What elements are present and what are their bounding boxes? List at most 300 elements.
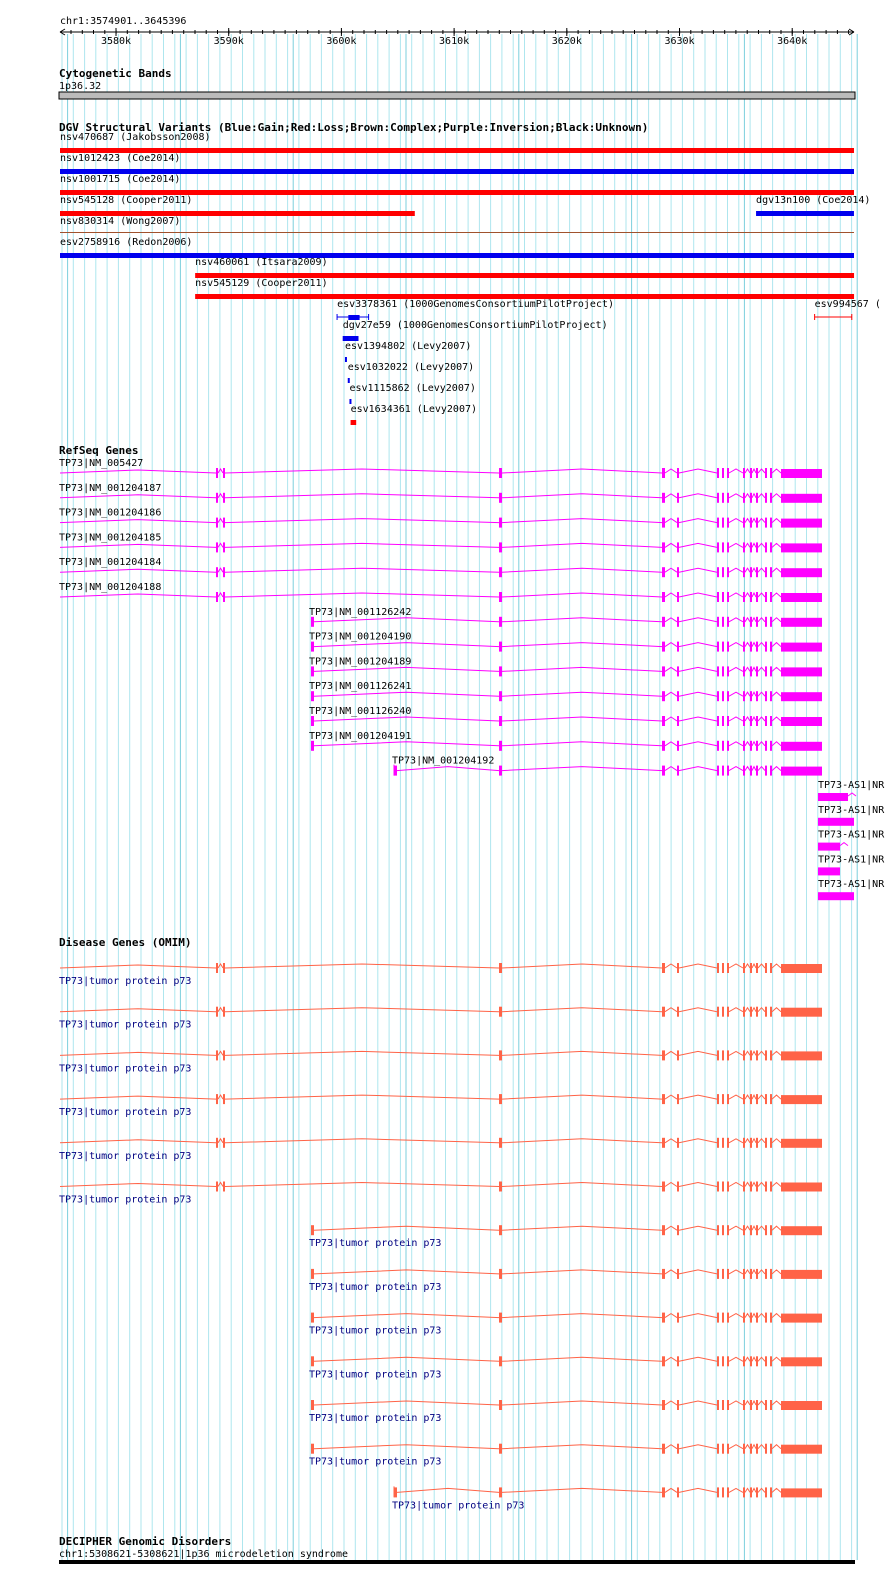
gene-exon [499, 592, 502, 602]
gene-exon [717, 518, 719, 528]
gene-label: TP73|NM_001204189 [309, 656, 412, 668]
gene-exon [662, 1138, 665, 1148]
gene-exon [781, 1226, 822, 1235]
gene-exon [499, 468, 502, 478]
gene-exon [750, 592, 752, 602]
gene-exon [756, 741, 758, 751]
gene-model[interactable] [59, 483, 822, 503]
gene-exon [722, 642, 724, 652]
gene-exon [311, 1225, 314, 1235]
gene-exon [677, 691, 679, 701]
gene-exon [770, 617, 772, 627]
gene-exon [770, 642, 772, 652]
gene-exon [770, 1269, 772, 1279]
gene-exon [717, 592, 719, 602]
gene-exon [781, 1401, 822, 1410]
gene-exon [781, 1314, 822, 1323]
dgv-variant[interactable] [756, 195, 870, 216]
gene-exon [216, 1050, 218, 1060]
gene-exon [756, 1356, 758, 1366]
dgv-variant-label: esv3378361 (1000GenomesConsortiumPilotProject) [337, 299, 615, 310]
gene-exon [722, 567, 724, 577]
gene-exon [216, 542, 218, 552]
gene-model[interactable] [59, 1050, 822, 1074]
gene-exon [223, 468, 225, 478]
gene-exon [781, 767, 822, 776]
gene-exon [499, 1444, 502, 1454]
gene-label: TP73|NM_001204185 [59, 532, 162, 544]
gene-label: TP73|tumor protein p73 [309, 1238, 442, 1250]
gene-exon [499, 1356, 502, 1366]
gene-exon [311, 617, 314, 627]
gene-exon [756, 1313, 758, 1323]
dgv-features [60, 132, 881, 425]
gene-exon [750, 542, 752, 552]
gene-exon [717, 766, 719, 776]
gene-exon [743, 766, 745, 776]
gene-exon [756, 963, 758, 973]
gene-exon [770, 963, 772, 973]
gene-exon [781, 618, 822, 627]
gene-label: TP73|NM_001204190 [309, 631, 412, 643]
gene-exon [765, 741, 767, 751]
antisense-transcript[interactable] [818, 879, 885, 900]
gene-label: TP73|tumor protein p73 [59, 1019, 192, 1031]
gene-model[interactable] [309, 1313, 822, 1337]
gene-exon [743, 1487, 745, 1497]
gene-exon [727, 1400, 729, 1410]
gene-exon [223, 567, 225, 577]
gene-exon [770, 592, 772, 602]
dgv-variant-label: nsv545128 (Cooper2011) [60, 195, 193, 206]
gene-exon [765, 518, 767, 528]
gene-exon [662, 1487, 665, 1497]
ruler-tick-label: 3630k [664, 36, 695, 47]
dgv-variant[interactable] [337, 299, 614, 320]
gene-exon [662, 617, 665, 627]
dgv-track [59, 121, 881, 425]
gene-exon [223, 493, 225, 503]
gene-model[interactable] [59, 1007, 822, 1031]
gene-exon [722, 468, 724, 478]
gene-exon [743, 1444, 745, 1454]
gene-label: TP73|tumor protein p73 [59, 1063, 192, 1075]
gene-exon [717, 691, 719, 701]
gene-model[interactable] [59, 557, 822, 577]
gene-exon [216, 1138, 218, 1148]
gene-exon [216, 493, 218, 503]
gene-exon [743, 592, 745, 602]
gene-exon [717, 1050, 719, 1060]
gene-exon [770, 1225, 772, 1235]
omim-title: Disease Genes (OMIM) [59, 936, 192, 949]
gene-model[interactable] [309, 1444, 822, 1468]
gene-exon [756, 493, 758, 503]
gene-exon [727, 963, 729, 973]
gene-model[interactable] [309, 1400, 822, 1424]
gene-intron [60, 1051, 781, 1055]
gene-exon [662, 963, 665, 973]
ruler-range-label: chr1:3574901..3645396 [60, 16, 187, 27]
gene-exon [499, 741, 502, 751]
gene-label: TP73|tumor protein p73 [309, 1456, 442, 1468]
gene-exon [781, 1139, 822, 1148]
gene-exon [756, 1269, 758, 1279]
gene-exon [727, 741, 729, 751]
gene-exon [750, 766, 752, 776]
gene-model[interactable] [309, 632, 822, 652]
gene-exon [781, 543, 822, 552]
gene-exon [662, 1050, 665, 1060]
gene-exon [750, 567, 752, 577]
gene-exon [677, 741, 679, 751]
gene-exon [743, 1225, 745, 1235]
gene-exon [499, 1400, 502, 1410]
dgv-variant[interactable] [60, 195, 415, 216]
gene-exon [722, 1050, 724, 1060]
gene-exon [722, 963, 724, 973]
gene-exon [770, 1138, 772, 1148]
gene-exon [770, 716, 772, 726]
gene-exon [781, 593, 822, 602]
gene-exon [499, 1487, 502, 1497]
gene-exon [662, 716, 665, 726]
gene-model[interactable] [309, 1269, 822, 1293]
gene-exon [756, 642, 758, 652]
gene-exon [743, 1356, 745, 1366]
gene-exon [311, 1400, 314, 1410]
gene-exon [499, 642, 502, 652]
gene-exon [765, 666, 767, 676]
gene-exon [722, 592, 724, 602]
gene-label: TP73|NM_001204184 [59, 557, 162, 569]
gene-exon [717, 1182, 719, 1192]
gene-exon [662, 1269, 665, 1279]
gene-exon [756, 1050, 758, 1060]
gene-exon [677, 642, 679, 652]
gene-exon [717, 963, 719, 973]
gene-exon [781, 1183, 822, 1192]
gene-exon [727, 542, 729, 552]
gene-model[interactable] [309, 731, 822, 751]
gene-exon [223, 592, 225, 602]
decipher-entry-label: chr1:5308621-5308621|1p36 microdeletion syndrome [59, 1549, 348, 1560]
gene-exon [727, 691, 729, 701]
gene-exon [727, 1225, 729, 1235]
gene-exon [662, 592, 665, 602]
gene-exon [743, 1007, 745, 1017]
gene-label: TP73|tumor protein p73 [309, 1413, 442, 1424]
gene-exon [677, 1138, 679, 1148]
gene-intron [60, 1139, 781, 1143]
gene-exon [781, 964, 822, 973]
gene-label: TP73|NM_001204192 [392, 755, 495, 767]
gene-model[interactable] [309, 1356, 822, 1380]
gene-exon [499, 1138, 502, 1148]
dgv-variant-label: esv994567 ( [814, 299, 881, 310]
gene-exon [743, 963, 745, 973]
gene-exon [756, 542, 758, 552]
gene-exon [722, 1400, 724, 1410]
gene-exon [677, 1225, 679, 1235]
gene-exon [717, 1225, 719, 1235]
gene-model[interactable] [309, 706, 822, 726]
gene-exon [717, 567, 719, 577]
gene-exon [677, 1487, 679, 1497]
gene-exon [717, 1400, 719, 1410]
gene-exon [499, 542, 502, 552]
gene-exon [727, 642, 729, 652]
decipher-bar[interactable] [59, 1560, 855, 1564]
gene-exon [750, 1444, 752, 1454]
gene-label: TP73|NM_001126242 [309, 606, 412, 618]
gene-exon [311, 666, 314, 676]
gene-exon [756, 518, 758, 528]
gene-exon [770, 1400, 772, 1410]
gene-exon [717, 642, 719, 652]
gene-exon [781, 1488, 822, 1497]
gene-exon [756, 592, 758, 602]
gene-exon [677, 1182, 679, 1192]
gene-exon [756, 1444, 758, 1454]
gene-exon [743, 1050, 745, 1060]
gene-exon [677, 542, 679, 552]
gene-model[interactable] [59, 582, 822, 602]
gene-exon [216, 1182, 218, 1192]
gene-exon [750, 1356, 752, 1366]
gene-exon [781, 1051, 822, 1060]
ruler-tick-label: 3590k [213, 36, 244, 47]
gene-exon [756, 716, 758, 726]
gene-exon [223, 963, 225, 973]
gene-exon [781, 1357, 822, 1366]
gene-exon [662, 1094, 665, 1104]
gene-exon [750, 642, 752, 652]
gene-exon [662, 741, 665, 751]
gene-exon [765, 716, 767, 726]
gene-exon [765, 963, 767, 973]
gene-exon [727, 617, 729, 627]
gene-exon [727, 1444, 729, 1454]
dgv-variant[interactable] [343, 320, 608, 341]
gene-exon [677, 666, 679, 676]
gene-exon [722, 1007, 724, 1017]
gene-model[interactable] [309, 1225, 822, 1249]
decipher-title: DECIPHER Genomic Disorders [59, 1535, 232, 1548]
dgv-variant[interactable] [351, 404, 477, 425]
dgv-variant[interactable] [815, 299, 881, 320]
gene-exon [743, 542, 745, 552]
gene-exon [765, 1487, 767, 1497]
gene-exon [722, 1487, 724, 1497]
gene-exon [765, 1313, 767, 1323]
gene-exon [750, 1138, 752, 1148]
background-grid [62, 34, 857, 1560]
ruler-tick-label: 3640k [777, 36, 808, 47]
gene-model[interactable] [309, 681, 822, 701]
gene-exon [677, 1400, 679, 1410]
gene-exon [765, 766, 767, 776]
gene-exon [743, 1182, 745, 1192]
gene-exon [662, 766, 665, 776]
gene-exon [311, 1356, 314, 1366]
gene-exon [750, 716, 752, 726]
dgv-variant-label: esv2758916 (Redon2006) [60, 237, 193, 248]
gene-exon [770, 1487, 772, 1497]
gene-exon [756, 1007, 758, 1017]
gene-exon [311, 1269, 314, 1279]
gene-exon [756, 1094, 758, 1104]
gene-exon [818, 818, 854, 826]
gene-exon [311, 1444, 314, 1454]
gene-exon [770, 468, 772, 478]
gene-exon [662, 518, 665, 528]
ruler-tick-label: 3580k [100, 36, 132, 47]
gene-exon [781, 742, 822, 751]
gene-exon [765, 1094, 767, 1104]
gene-model[interactable] [59, 1138, 822, 1162]
gene-exon [743, 642, 745, 652]
gene-exon [727, 1094, 729, 1104]
gene-exon [717, 617, 719, 627]
gene-exon [750, 666, 752, 676]
gene-exon [750, 1007, 752, 1017]
gene-exon [818, 843, 840, 851]
gene-exon [499, 493, 502, 503]
gene-exon [662, 493, 665, 503]
gene-model[interactable] [59, 1182, 822, 1206]
dgv-variant-bar [60, 232, 854, 233]
gene-model[interactable] [309, 656, 822, 676]
gene-label: TP73-AS1|NR [818, 829, 885, 841]
gene-exon [770, 1182, 772, 1192]
dgv-variant-label: dgv27e59 (1000GenomesConsortiumPilotProject) [342, 320, 608, 331]
gene-exon [727, 518, 729, 528]
gene-exon [765, 1400, 767, 1410]
gene-exon [677, 1007, 679, 1017]
gene-exon [662, 567, 665, 577]
gene-exon [223, 518, 225, 528]
gene-label: TP73|tumor protein p73 [309, 1325, 442, 1337]
gene-exon [662, 691, 665, 701]
gene-intron [60, 469, 781, 473]
gene-exon [499, 691, 502, 701]
gene-exon [750, 1487, 752, 1497]
gene-exon [677, 468, 679, 478]
gene-exon [499, 1182, 502, 1192]
gene-intron [60, 1095, 781, 1099]
gene-exon [743, 716, 745, 726]
gene-exon [499, 617, 502, 627]
gene-exon [727, 1182, 729, 1192]
gene-exon [765, 592, 767, 602]
dgv-variant-bar [756, 211, 854, 216]
gene-exon [781, 1270, 822, 1279]
ruler-tick-label: 3620k [551, 36, 582, 47]
gene-intron [840, 843, 848, 846]
gene-exon [765, 1225, 767, 1235]
gene-label: TP73|tumor protein p73 [309, 1369, 442, 1381]
gene-exon [717, 493, 719, 503]
gene-exon [717, 741, 719, 751]
dgv-variant-label: esv1115862 (Levy2007) [349, 383, 476, 394]
gene-exon [722, 741, 724, 751]
gene-exon [743, 1138, 745, 1148]
gene-exon [743, 1313, 745, 1323]
gene-exon [223, 1050, 225, 1060]
dgv-variant-label: nsv460061 (Itsara2009) [195, 257, 328, 268]
gene-model[interactable] [59, 1094, 822, 1118]
gene-exon [727, 567, 729, 577]
gene-exon [770, 542, 772, 552]
gene-exon [717, 1356, 719, 1366]
gene-exon [727, 493, 729, 503]
gene-exon [750, 1269, 752, 1279]
gene-exon [743, 1400, 745, 1410]
gene-model[interactable] [59, 508, 822, 528]
antisense-transcript[interactable] [818, 805, 885, 826]
dgv-variant[interactable] [345, 341, 471, 362]
gene-exon [223, 1007, 225, 1017]
gene-label: TP73|tumor protein p73 [59, 1107, 192, 1119]
ruler-ticks [71, 28, 849, 47]
gene-exon [722, 691, 724, 701]
gene-exon [311, 1313, 314, 1323]
gene-exon [770, 666, 772, 676]
gene-exon [722, 1356, 724, 1366]
gene-exon [727, 1050, 729, 1060]
gene-exon [717, 1487, 719, 1497]
gene-exon [770, 518, 772, 528]
gene-exon [781, 469, 822, 478]
dgv-variant-bar [351, 420, 357, 425]
gene-exon [677, 766, 679, 776]
gene-exon [756, 1400, 758, 1410]
gene-exon [677, 493, 679, 503]
gene-exon [750, 1313, 752, 1323]
gene-exon [717, 468, 719, 478]
gene-exon [677, 1444, 679, 1454]
cytoband-bar[interactable] [59, 92, 855, 99]
gene-exon [311, 691, 314, 701]
gene-exon [216, 518, 218, 528]
gene-exon [750, 963, 752, 973]
gene-exon [722, 493, 724, 503]
gene-exon [770, 1356, 772, 1366]
gene-intron [60, 494, 781, 498]
gene-exon [727, 1269, 729, 1279]
gene-exon [727, 1356, 729, 1366]
gene-model[interactable] [59, 532, 822, 552]
dgv-variant-label: nsv470687 (Jakobsson2008) [60, 132, 211, 143]
gene-exon [722, 666, 724, 676]
gene-label: TP73|NM_005427 [59, 458, 144, 469]
gene-exon [781, 1095, 822, 1104]
gene-exon [662, 1444, 665, 1454]
gene-exon [216, 1007, 218, 1017]
dgv-variant-label: esv1634361 (Levy2007) [350, 404, 478, 415]
gene-exon [717, 666, 719, 676]
gene-model[interactable] [59, 963, 822, 987]
gene-model[interactable] [59, 458, 822, 478]
dgv-variant-label: nsv830314 (Wong2007) [60, 216, 181, 227]
gene-exon [818, 892, 854, 900]
gene-exon [743, 493, 745, 503]
gene-exon [781, 494, 822, 503]
gene-model[interactable] [309, 607, 822, 627]
gene-exon [311, 716, 314, 726]
gene-exon [216, 963, 218, 973]
